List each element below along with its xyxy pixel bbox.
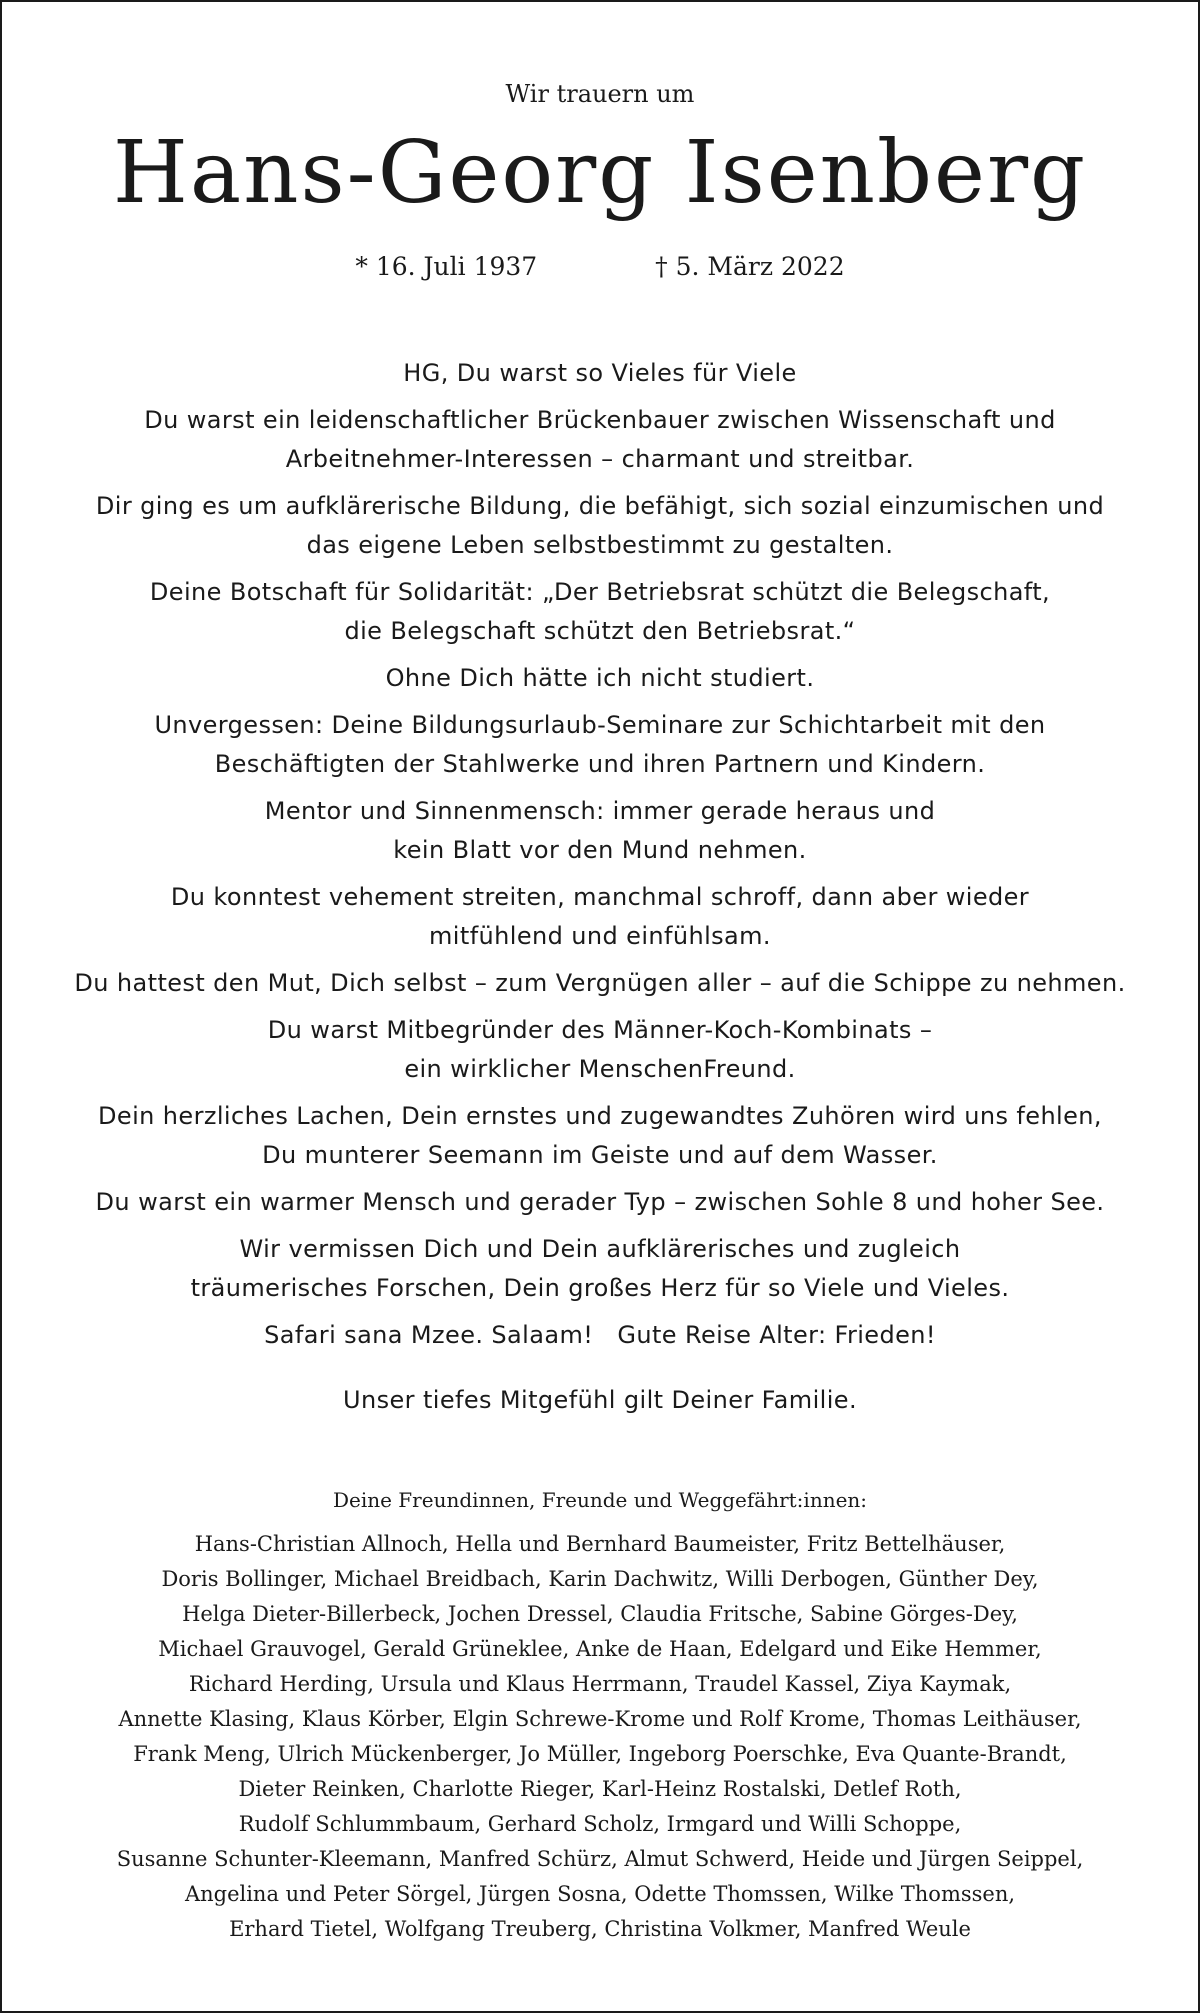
signers-line: Annette Klasing, Klaus Körber, Elgin Schrewe-Krome und Rolf Krome, Thomas Leithäuser, <box>118 1707 1082 1731</box>
tribute-paragraph: Mentor und Sinnenmensch: immer gerade heraus und kein Blatt vor den Mund nehmen. <box>264 797 936 864</box>
tribute-paragraph: Dir ging es um aufklärerische Bildung, die befähigt, sich sozial einzumischen und das eigene Leben selbstbestimmt zu gestalten. <box>95 492 1105 559</box>
tribute-paragraph: Du warst ein leidenschaftlicher Brückenbauer zwischen Wissenschaft und Arbeitnehmer-Interessen – charmant und streitbar. <box>144 406 1056 473</box>
signers-line: Doris Bollinger, Michael Breidbach, Karin Dachwitz, Willi Derbogen, Günther Dey, <box>161 1567 1039 1591</box>
life-dates <box>0 252 1200 281</box>
death-date: † 5. März 2022 <box>655 252 845 281</box>
tribute-paragraph: HG, Du warst so Vieles für Viele <box>403 359 797 387</box>
tribute-paragraph: Du warst ein warmer Mensch und gerader Typ – zwischen Sohle 8 und hoher See. <box>95 1188 1105 1216</box>
tribute-paragraph: Dein herzliches Lachen, Dein ernstes und zugewandtes Zuhören wird uns fehlen, Du munterer Seemann im Geiste und auf dem Wasser. <box>98 1102 1102 1169</box>
signers-line: Angelina und Peter Sörgel, Jürgen Sosna, Odette Thomssen, Wilke Thomssen, <box>184 1882 1016 1906</box>
tribute-paragraph: Deine Botschaft für Solidarität: „Der Betriebsrat schützt die Belegschaft, die Belegschaft schützt den Betriebsrat.“ <box>149 578 1051 645</box>
signers-line: Dieter Reinken, Charlotte Rieger, Karl-Heinz Rostalski, Detlef Roth, <box>238 1777 962 1801</box>
condolence-line: Unser tiefes Mitgefühl gilt Deiner Familie. <box>343 1386 857 1414</box>
tribute-paragraph: Ohne Dich hätte ich nicht studiert. <box>385 664 815 692</box>
tribute-paragraph: Wir vermissen Dich und Dein aufklärerisches und zugleich träumerisches Forschen, Dein großes Herz für so Viele und Vieles. <box>190 1235 1010 1302</box>
tribute-paragraph: Safari sana Mzee. Salaam! Gute Reise Alter: Frieden! <box>264 1321 936 1349</box>
tribute-paragraph: Du konntest vehement streiten, manchmal schroff, dann aber wieder mitfühlend und einfühlsam. <box>170 883 1030 950</box>
tribute-text <box>0 354 1200 1428</box>
signers-heading: Deine Freundinnen, Freunde und Weggefährt:innen: <box>332 1488 868 1512</box>
birth-date: * 16. Juli 1937 <box>355 252 538 281</box>
signers-line: Richard Herding, Ursula und Klaus Herrmann, Traudel Kassel, Ziya Kaymak, <box>188 1672 1012 1696</box>
signers-line: Michael Grauvogel, Gerald Grüneklee, Anke de Haan, Edelgard und Eike Hemmer, <box>158 1637 1042 1661</box>
deceased-name: Hans-Georg Isenberg <box>112 123 1088 223</box>
signers-line: Frank Meng, Ulrich Mückenberger, Jo Müller, Ingeborg Poerschke, Eva Quante-Brandt, <box>133 1742 1067 1766</box>
tribute-paragraph: Unvergessen: Deine Bildungsurlaub-Seminare zur Schichtarbeit mit den Beschäftigten der Stahlwerke und ihren Partnern und Kindern. <box>154 711 1046 778</box>
signers-list <box>0 1527 1200 1947</box>
tribute-paragraph: Du warst Mitbegründer des Männer-Koch-Kombinats – ein wirklicher MenschenFreund. <box>267 1016 933 1083</box>
tribute-paragraph: Du hattest den Mut, Dich selbst – zum Vergnügen aller – auf die Schippe zu nehmen. <box>74 969 1126 997</box>
intro-line: Wir trauern um <box>505 80 695 108</box>
signers-line: Helga Dieter-Billerbeck, Jochen Dressel, Claudia Fritsche, Sabine Görges-Dey, <box>182 1602 1018 1626</box>
signers-line: Susanne Schunter-Kleemann, Manfred Schürz, Almut Schwerd, Heide und Jürgen Seippel, <box>116 1847 1084 1871</box>
signers-line: Hans-Christian Allnoch, Hella und Bernhard Baumeister, Fritz Bettelhäuser, <box>194 1532 1006 1556</box>
signers-line: Erhard Tietel, Wolfgang Treuberg, Christina Volkmer, Manfred Weule <box>229 1917 971 1941</box>
signers-line: Rudolf Schlummbaum, Gerhard Scholz, Irmgard und Willi Schoppe, <box>238 1812 962 1836</box>
